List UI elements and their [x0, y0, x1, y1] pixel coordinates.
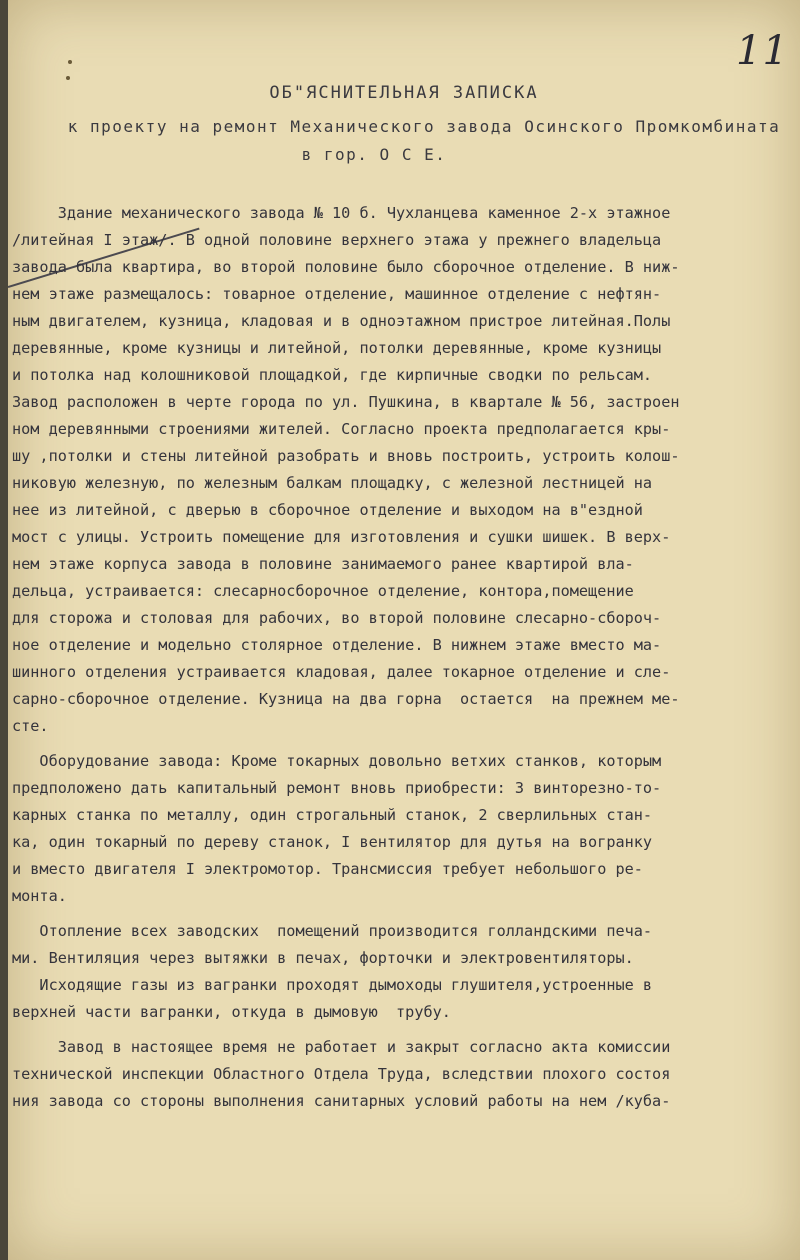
text-line: дельца, устраивается: слесарносборочное отделение, контора,помещение [12, 582, 634, 600]
text-line: ном деревянными строениями жителей. Согласно проекта предполагается кры- [12, 420, 671, 438]
text-line: Завод в настоящее время не работает и закрыт согласно акта комиссии [12, 1038, 671, 1056]
document-page [8, 0, 800, 1260]
paper-speck [68, 60, 72, 64]
text-line: /литейная I этаж/. В одной половине верхнего этажа у прежнего владельца [12, 231, 662, 249]
text-line: сте. [12, 717, 49, 735]
text-line: Здание механического завода № 10 б. Чухланцева каменное 2-х этажное [12, 204, 671, 222]
page-number: 11 [736, 28, 789, 74]
text-line: нем этаже корпуса завода в половине занимаемого ранее квартирой вла- [12, 555, 634, 573]
text-line: мост с улицы. Устроить помещение для изготовления и сушки шишек. В верх- [12, 528, 671, 546]
text-line: верхней части вагранки, откуда в дымовую трубу. [12, 1003, 451, 1021]
text-line: Оборудование завода: Кроме токарных довольно ветхих станков, которым [12, 752, 662, 770]
text-line: Исходящие газы из вагранки проходят дымоходы глушителя,устроенные в [12, 976, 653, 994]
text-line: для сторожа и столовая для рабочих, во второй половине слесарно-сбороч- [12, 609, 662, 627]
document-title: ОБ"ЯСНИТЕЛЬНАЯ ЗАПИСКА [269, 83, 539, 103]
text-line: деревянные, кроме кузницы и литейной, потолки деревянные, кроме кузницы [12, 339, 662, 357]
text-line: сарно-сборочное отделение. Кузница на два горна остается на прежнем ме- [12, 690, 680, 708]
text-line: Завод расположен в черте города по ул. Пушкина, в квартале № 56, застроен [12, 393, 680, 411]
text-line: никовую железную, по железным балкам площадку, с железной лестницей на [12, 474, 653, 492]
text-line: завода была квартира, во второй половине было сборочное отделение. В ниж- [12, 258, 680, 276]
text-line: нее из литейной, с дверью в сборочное отделение и выходом на в"ездной [12, 501, 643, 519]
text-line: ное отделение и модельно столярное отделение. В нижнем этаже вместо ма- [12, 636, 662, 654]
text-line: технической инспекции Областного Отдела Труда, вследствии плохого состоя [12, 1065, 671, 1083]
text-line: и вместо двигателя I электромотор. Трансмиссия требует небольшого ре- [12, 860, 643, 878]
document-body [12, 200, 792, 1115]
document-subtitle-line-2: в гор. О С Е. [301, 145, 447, 164]
text-line: ми. Вентиляция через вытяжки в печах, форточки и электровентиляторы. [12, 949, 634, 967]
text-line: ния завода со стороны выполнения санитарных условий работы на нем /куба- [12, 1092, 671, 1110]
text-line: монта. [12, 887, 67, 905]
text-line: шу ,потолки и стены литейной разобрать и вновь построить, устроить колош- [12, 447, 680, 465]
document-subtitle-line-1: к проекту на ремонт Механического завода Осинского Промкомбината [67, 117, 781, 136]
text-line: шинного отделения устраивается кладовая, далее токарное отделение и сле- [12, 663, 671, 681]
text-line: предположено дать капитальный ремонт вновь приобрести: 3 винторезно-то- [12, 779, 662, 797]
paper-speck [66, 76, 70, 80]
text-line: ным двигателем, кузница, кладовая и в одноэтажном пристрое литейная.Полы [12, 312, 671, 330]
text-line: Отопление всех заводских помещений производится голландскими печа- [12, 922, 653, 940]
text-line: ка, один токарный по дереву станок, I вентилятор для дутья на вогранку [12, 833, 653, 851]
text-line: и потолка над колошниковой площадкой, где кирпичные сводки по рельсам. [12, 366, 653, 384]
text-line: карных станка по металлу, один строгальный станок, 2 сверлильных стан- [12, 806, 653, 824]
text-line: нем этаже размещалось: товарное отделение, машинное отделение с нефтян- [12, 285, 662, 303]
